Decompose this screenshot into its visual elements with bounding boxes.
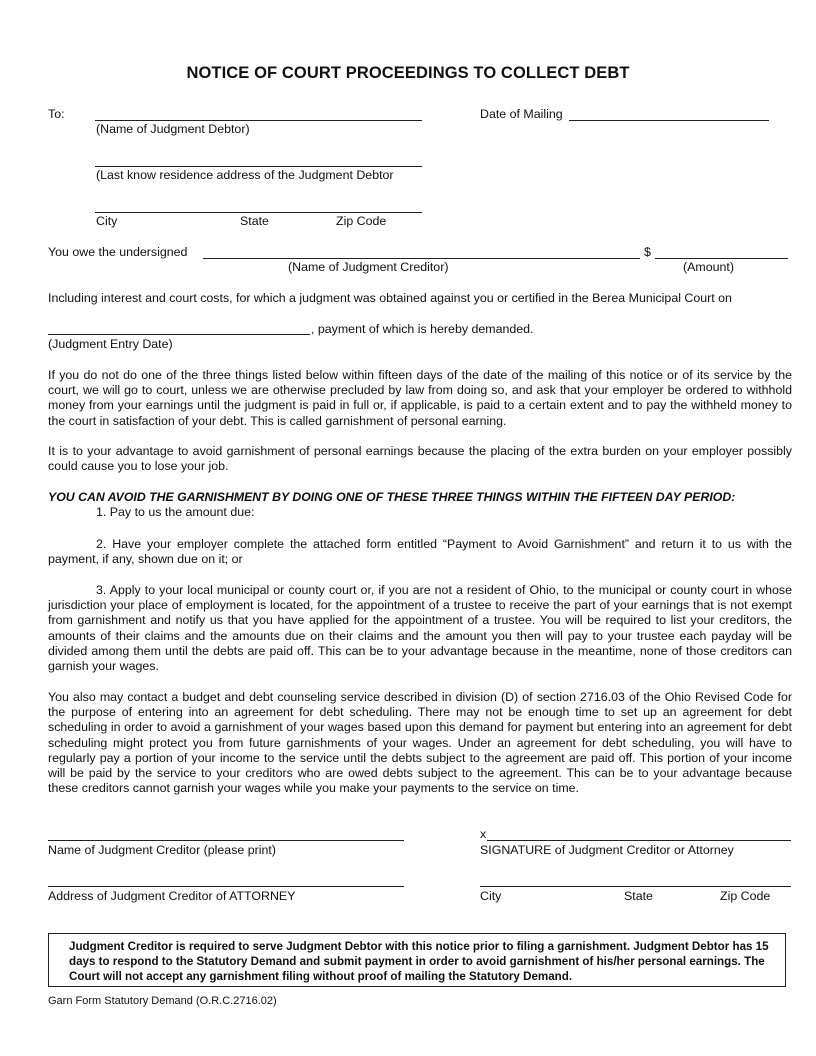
date-of-mailing-label: Date of Mailing [480,107,563,121]
option-2: 2. Have your employer complete the attached form entitled “Payment to Avoid Garnishment” and return it to us with the payment, if any, shown due on it; or [48,537,792,567]
option-1: 1. Pay to us the amount due: [96,505,255,519]
creditor-name-field[interactable] [203,258,640,259]
creditor-address-field[interactable] [48,886,404,887]
creditor-state-label: State [624,889,653,903]
debtor-zip-label: Zip Code [336,214,387,228]
debtor-city-state-zip-field[interactable] [95,212,422,213]
avoid-heading: YOU CAN AVOID THE GARNISHMENT BY DOING ONE OF THESE THREE THINGS WITHIN THE FIFTEEN DAY PERIOD: [48,490,736,504]
to-label: To: [48,107,65,121]
debtor-state-label: State [240,214,269,228]
entry-date-caption: (Judgment Entry Date) [48,337,173,351]
debtor-name-caption: (Name of Judgment Debtor) [96,122,250,136]
creditor-city-state-zip-field[interactable] [480,886,791,887]
signature-x-mark: x [480,827,487,841]
amount-field[interactable] [655,258,788,259]
signature-field[interactable] [487,840,791,841]
creditor-address-caption: Address of Judgment Creditor of ATTORNEY [48,889,296,903]
paragraph-advantage: It is to your advantage to avoid garnishment of personal earnings because the placing of the extra burden on your employer possibly could cause you to lose your job. [48,444,792,474]
debtor-name-field[interactable] [95,120,422,121]
creditor-print-name-field[interactable] [48,840,404,841]
notice-box-text: Judgment Creditor is required to serve Judgment Debtor with this notice prior to filing a garnishment. Judgment Debtor has 15 days to respond to the Statutory Demand and submit payment in order to avoid garnishment of his/her personal earnings. The Court will not accept any garnishment filing without proof of mailing the Statutory Demand. [69,940,769,983]
creditor-print-name-caption: Name of Judgment Creditor (please print) [48,843,276,857]
judgment-entry-date-field[interactable] [48,334,310,335]
interest-text: Including interest and court costs, for which a judgment was obtained against you or certified in the Berea Municipal Court on [48,291,732,305]
paragraph-garnishment-warning: If you do not do one of the three things listed below within fifteen days of the date of the mailing of this notice or of its service by the court, we will go to court, unless we are otherwise precluded by law from doing so, and ask that your employer be ordered to withhold money from your earnings until the judgment is paid in full or, if applicable, is paid to a certain extent and to pay the withheld money to the court in satisfaction of your debt. This is called garnishment of personal earning. [48,368,792,428]
option-3: 3. Apply to your local municipal or county court or, if you are not a resident of Ohio, to the municipal or county court in whose jurisdiction your place of employment is located, for the appointment of a trustee to receive the part of your earnings that is not exempt from garnishment and notify us that you have applied for the appointment of a trustee. You will be required to list your creditors, the amounts of their claims and the amounts due on their claims and the amount you then will pay to your trustee each payday will be divided among them until the debts are paid off. This can be to your advantage because in the meantime, none of those creditors can garnish your wages. [48,583,792,674]
page-title: NOTICE OF COURT PROCEEDINGS TO COLLECT DEBT [186,64,630,82]
demand-suffix: , payment of which is hereby demanded. [311,322,534,336]
creditor-name-caption: (Name of Judgment Creditor) [288,260,449,274]
paragraph-debt-counseling: You also may contact a budget and debt counseling service described in division (D) of section 2716.03 of the Ohio Revised Code for the purpose of entering into an agreement for debt scheduling. There may not be enough time to set up an agreement for debt scheduling in order to avoid a garnishment of your wages based upon this demand for payment but entering into an agreement for debt scheduling might protect you from future garnishments of your wages. Under an agreement for debt scheduling, you will have to regularly pay a portion of your income to the service until the debts subject to the agreement are paid off. This portion of your income will be paid by the service to your creditors who are owed debts subject to the agreement. This can be to your advantage because these creditors cannot garnish your wages while you make your payments to the service on time. [48,690,792,796]
debtor-city-label: City [96,214,118,228]
dollar-sign: $ [644,245,651,259]
form-footer: Garn Form Statutory Demand (O.R.C.2716.02) [48,995,277,1007]
debtor-address-caption: (Last know residence address of the Judgment Debtor [96,168,394,182]
creditor-city-label: City [480,889,502,903]
signature-caption: SIGNATURE of Judgment Creditor or Attorney [480,843,734,857]
debtor-address-field[interactable] [95,166,422,167]
owe-prefix: You owe the undersigned [48,245,188,259]
notice-box [48,933,786,987]
amount-caption: (Amount) [683,260,734,274]
date-of-mailing-field[interactable] [569,120,769,121]
creditor-zip-label: Zip Code [720,889,771,903]
